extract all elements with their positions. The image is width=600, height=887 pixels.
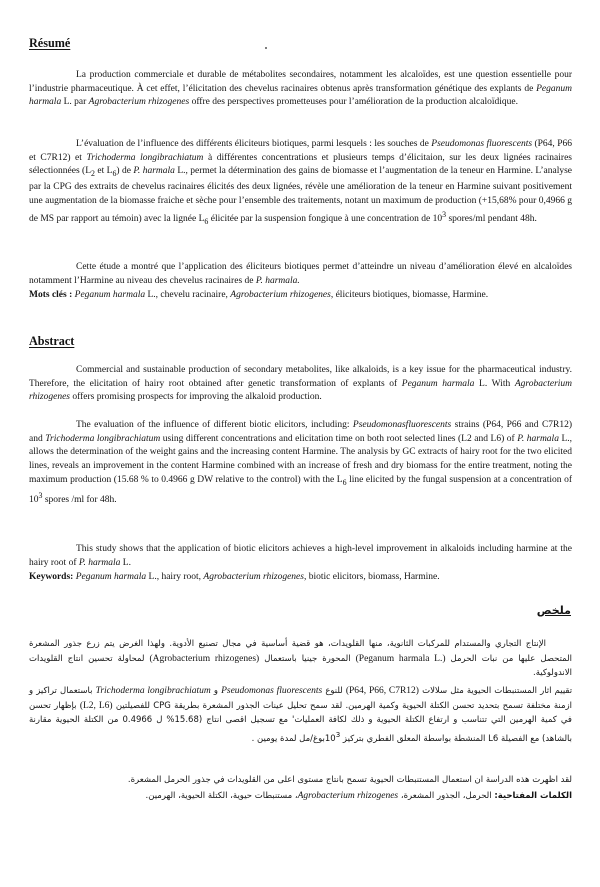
abstract-paragraph-1: Commercial and sustainable production of secondary metabolites, like alkaloids, is a key issue for the pharmaceutical industry. Therefore, the elicitation of hairy root obtained after genetic transformation of explants of Peganum harmala L. With Agrobacterium rhizogenes offers promising prospects for improving the alkaloid production. [29,365,573,403]
arabic-heading: ملخص [536,604,571,617]
abstract-keywords: Keywords: Peganum harmala L., hairy root, Agrobacterium rhizogenes, biotic elicitors, biomass, Harmine. [29,572,440,582]
arabic-paragraph-2: تقييم اثار المستنبطات الحيوية مثل سلالات (P64, P66, C7R12) للنوع Pseudomonas fluorescents و Trichoderma longibrachiatum باستعمال تراكيز و ازمنة مختلفة تسمح بتحديد تحسن الكتلة الحيوية وكمية الهرمين. لقد سمح تحليل عينات الجذور المشعرة بطريقة CPG للفصيلتين (L2, L6) بإظهار تحسن في كمية الهرمين التي تتناسب و ارتفاع الكتلة الحيوية و ذلك لكافة العمليات' مع تسجيل اقصى انتاج (15.68% ل 0.4966 من الكتلة الحيوية مقارنة بالشاهد) مع الفصيلة L6 المنشطة بواسطة المعلق الفطري بتركيز $10^3بوغ/مل$ لمدة يومين . [29,686,573,744]
abstract-paragraph-3: This study shows that the application of biotic elicitors achieves a high-level improvement in alkaloids including harmine at the hairy root of P. harmala L. [29,544,572,568]
resume-paragraph-1: La production commerciale et durable de métabolites secondaires, notamment les alcaloïdes, est une question essentielle pour l’industrie pharmaceutique. À cet effet, l’élicitation des chevelus racinaires obtenus après transformation génétique des explants de Peganum harmala L. par Agrobacterium rhizogenes offre des perspectives prometteuses pour l’amélioration de la production alcaloïdique. [29,70,572,108]
scan-dot [265,47,267,49]
resume-heading: Résumé [29,36,71,50]
arabic-keywords: الكلمات المفتاحية: الحرمل، الجذور المشعرة، Agrobacterium rhizogenes، مستنبطات حيوية، الكتلة الحيوية، الهرمين. [145,791,572,801]
arabic-paragraph-1: الإنتاج التجاري والمستدام للمركبات الثانوية، منها القلويدات، هو قضية أساسية في مجال تصنيع الأدوية. ولهذا الغرض يتم زرع جذور المشعرة المتحصل عليها من نبات الحرمل (Peganum harmala L.) المحورة جينيا باستعمال (Agrobacterium rhizogenes) لمحاولة تحسين انتاج القلويدات الاندولوكية. [29,639,573,679]
resume-paragraph-2: L’évaluation de l’influence des différents éliciteurs biotiques, parmi lesquels : les souches de Pseudomonas fluorescents (P64, P66 et C7R12) et Trichoderma longibrachiatum à différentes concentrations et plusieurs temps d’élicitaion, sur les deux lignées racinaires sélectionnées ($L_2$ et $L_6$) de P. harmala L., permet la détermination des gains de biomasse et l’augmentation de la teneur en Harmine. L’analyse par la CPG des extraits de chevelus racinaires élicités des deux lignées, révèle une amélioration de la teneur en Harmine suivant positivement une augmentation de la biomasse fraiche et sèche pour l’ensemble des traitements, notant un maximum de production (+15,68% pour 0,4966 g de MS par rapport au témoin) avec la lignée $L_6$ élicitée par la suspension fongique à une concentration de $10^3$ spores/ml pendant 48h. [29,139,573,227]
abstract-paragraph-2: The evaluation of the influence of different biotic elicitors, including: Pseudomonasfluorescents strains (P64, P66 and C7R12) and Trichoderma longibrachiatum using different concentrations and elicitation time on both root selected lines (L2 and L6) of P. harmala L., allows the determination of the weight gains and the increasing content Harmine. The analysis by GC extracts of hairy root for the two elicited lines, reveals an improvement in the content Harmine combined with an increase of fresh and dry biomass for the entire treatment, noting the maximum production (15.68 % to 0.4966 g DW relative to the control) with the $L_6$ line elicited by the fungal suspension at a concentration of $10^3$ spores /ml for 48h. [29,420,573,506]
arabic-paragraph-3: لقد اظهرت هذه الدراسة ان استعمال المستنبطات الحيوية تسمح بانتاج مستوى اعلى من القلويدات في جذور الحرمل المشعرة. [127,775,572,785]
abstract-heading: Abstract [29,334,75,348]
resume-keywords: Mots clés : Peganum harmala L., chevelu racinaire, Agrobacterium rhizogenes, éliciteurs biotiques, biomasse, Harmine. [29,290,489,300]
resume-paragraph-3: Cette étude a montré que l’application des éliciteurs biotiques permet d’atteindre un niveau d’amélioration élevé en alcaloïdes notamment l’Harmine au niveau des chevelus racinaires de P. harmala. [29,262,572,286]
